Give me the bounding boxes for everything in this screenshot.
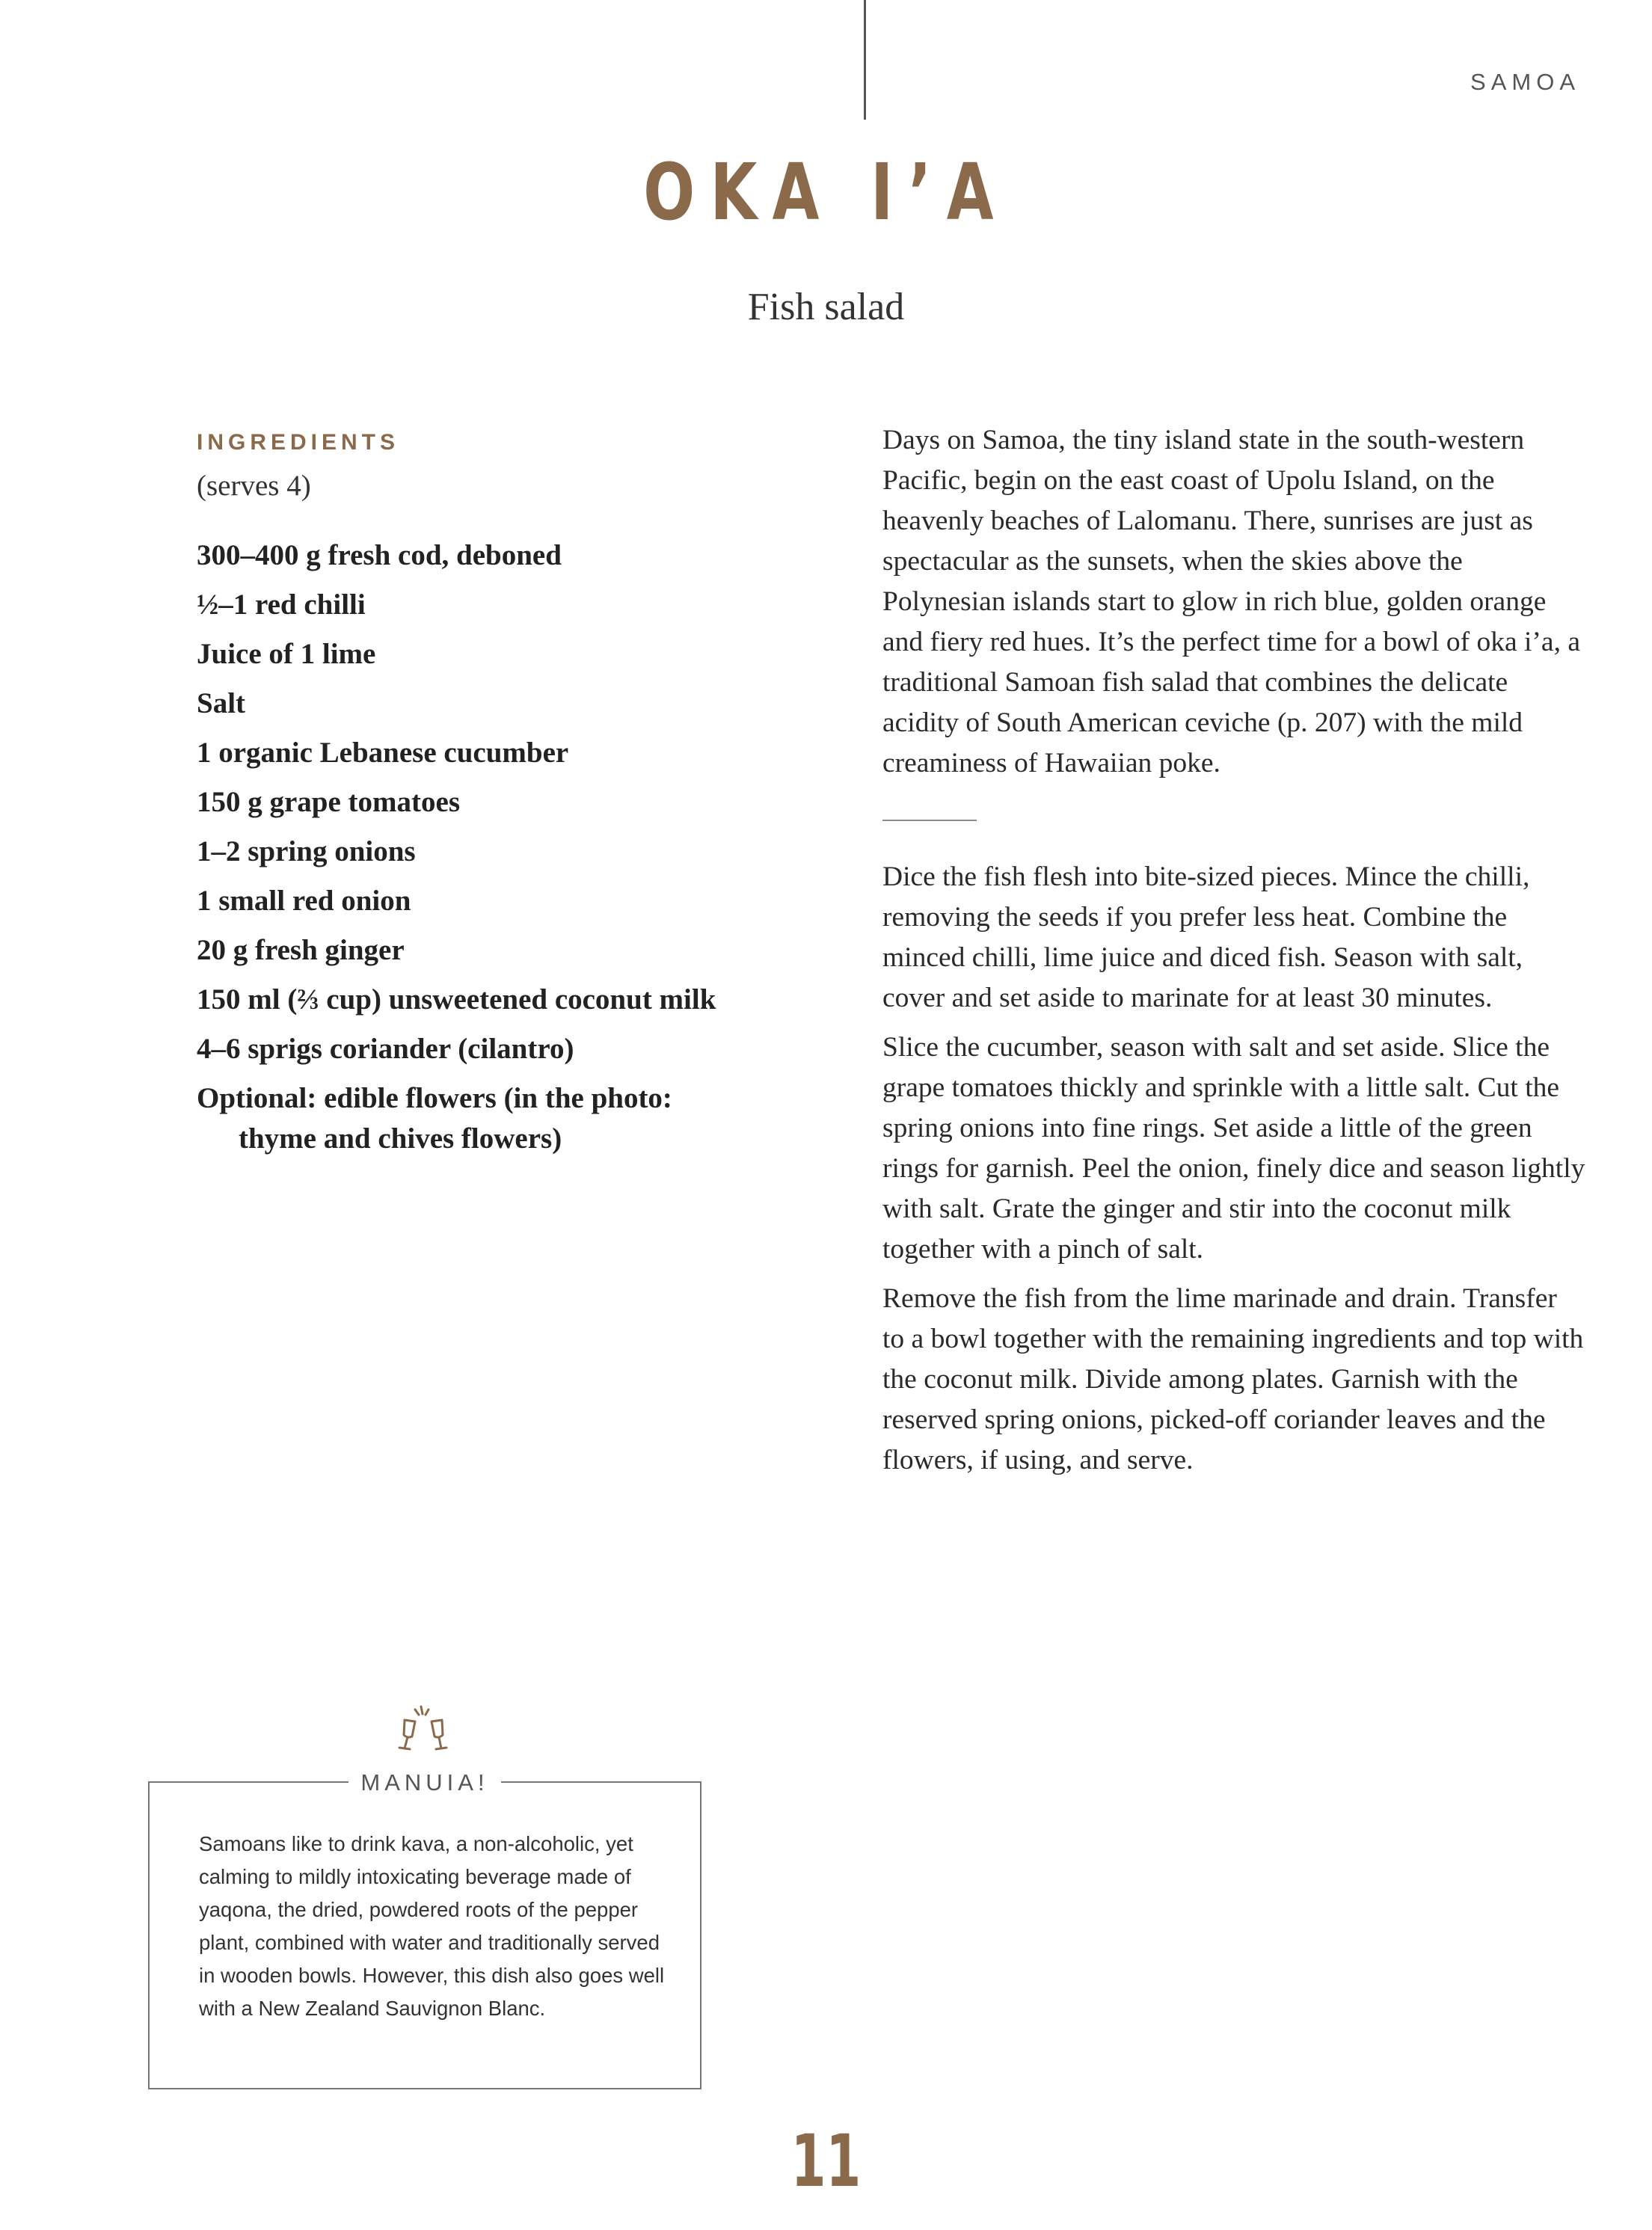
ingredient-item: 150 ml (⅔ cup) unsweetened coconut milk [197,983,716,1016]
ingredient-item: 1 organic Lebanese cucumber [197,737,569,769]
page-number: 11 [790,2119,862,2203]
ingredient-item: 4–6 sprigs coriander (cilantro) [197,1033,574,1065]
servings: (serves 4) [197,470,311,502]
ingredient-item: Optional: edible flowers (in the photo: thyme and chives flowers) [197,1082,672,1155]
ingredient-item: ½–1 red chilli [197,589,366,621]
tip-label: MANUIA! [348,1769,500,1796]
ingredient-item: 20 g fresh ginger [197,934,405,966]
toast-glasses-icon [394,1704,454,1757]
tip-text: Samoans like to drink kava, a non-alcoholic, yet calming to mildly intoxicating beverage made of yaqona, the dried, powdered roots of the pepper plant, combined with water and traditionally served in wooden bowls. However, this dish also goes well with a New Zealand Sauvignon Blanc. [199,1832,665,2020]
recipe-title: OKA I’A [643,147,1009,238]
top-divider-line [864,0,866,120]
ingredient-item: Salt [197,687,246,719]
method-step: Slice the cucumber, season with salt and set aside. Slice the grape tomatoes thickly and sprinkle with a little salt. Cut the spring onions into fine rings. Set aside a little of the green rings for garnish. Peel the onion, finely dice and season lightly with salt. Grate the ginger and stir into the coconut milk together with a pinch of salt. [882,1032,1585,1265]
intro-paragraph: Days on Samoa, the tiny island state in the south-western Pacific, begin on the east coast of Upolu Island, on the heavenly beaches of Lalomanu. There, sunrises are just as spectacular as the sunsets, when the skies above the Polynesian islands start to glow in rich blue, golden orange and fiery red hues. It’s the perfect time for a bowl of oka i’a, a traditional Samoan fish salad that combines the delicate acidity of South American ceviche (p. 207) with the mild creaminess of Hawaiian poke. [882,425,1580,778]
ingredient-item: 1 small red onion [197,885,411,917]
ingredients-list [197,535,735,1159]
ingredients-heading: INGREDIENTS [197,430,400,455]
method-section [882,420,1585,1490]
ingredient-item: 1–2 spring onions [197,835,416,867]
section-divider [882,820,977,821]
tip-label-wrapper [150,1768,700,1798]
ingredient-item: 150 g grape tomatoes [197,786,461,818]
tip-box [148,1769,701,2089]
ingredients-section [197,428,735,1168]
ingredient-item: Juice of 1 lime [197,638,376,670]
recipe-subtitle: Fish salad [747,286,905,328]
method-step: Remove the fish from the lime marinade and drain. Transfer to a bowl together with the remaining ingredients and top with the coconut milk. Divide among plates. Garnish with the reserved spring onions, picked-off coriander leaves and the flowers, if using, and serve. [882,1283,1584,1475]
ingredient-item: 300–400 g fresh cod, deboned [197,539,562,571]
running-head: SAMOA [1470,69,1580,95]
method-step: Dice the fish flesh into bite-sized pieces. Mince the chilli, removing the seeds if you prefer less heat. Combine the minced chilli, lime juice and diced fish. Season with salt, cover and set aside to marinate for at least 30 minutes. [882,861,1530,1013]
